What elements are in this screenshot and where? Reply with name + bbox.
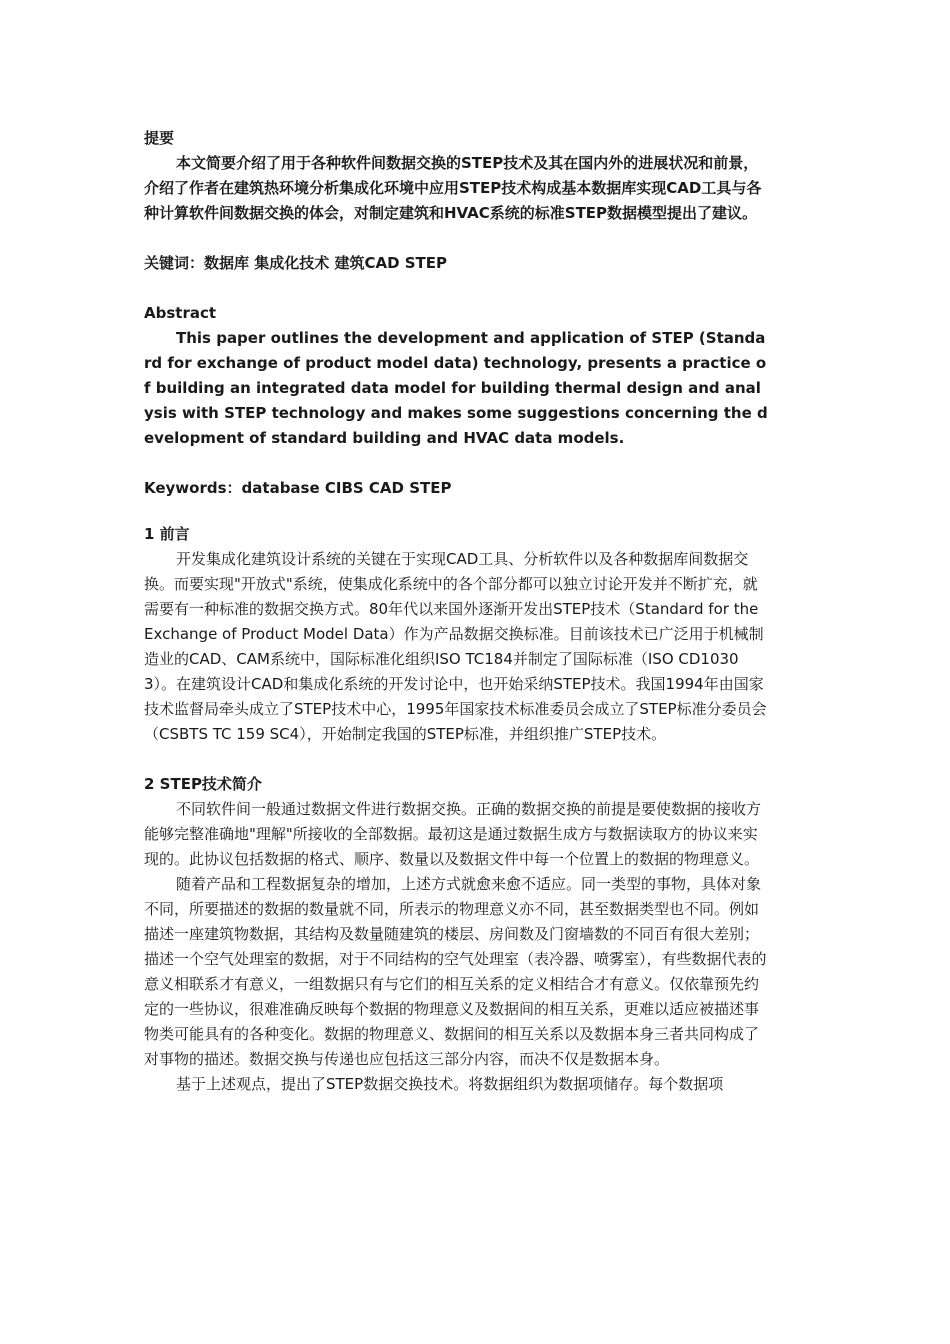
document-page [144,126,770,1097]
abstract-en-heading: Abstract [144,304,217,322]
section-1-paragraph: 开发集成化建筑设计系统的关键在于实现CAD工具、分析软件以及各种数据库间数据交换。而要实现"开放式"系统，使集成化系统中的各个部分都可以独立讨论开发并不断扩充，就需要有一种标准的数据交换方式。80年代以来国外逐渐开发出STEP技术（Standard for the Exchange of Product Model Data）作为产品数据交换标准。目前该技术已广泛用于机械制造业的CAD、CAM系统中，国际标准化组织ISO TC184并制定了国际标准（ISO CD10303）。在建筑设计CAD和集成化系统的开发讨论中，也开始采纳STEP技术。我国1994年由国家技术监督局牵头成立了STEP技术中心，1995年国家技术标准委员会成立了STEP标准分委员会（CSBTS TC 159 SC4），开始制定我国的STEP标准，并组织推广STEP技术。 [144,550,767,743]
keywords-cn: 关键词：数据库 集成化技术 建筑CAD STEP [144,254,448,272]
section-2-paragraph-1: 不同软件间一般通过数据文件进行数据交换。正确的数据交换的前提是要使数据的接收方能够完整准确地"理解"所接收的全部数据。最初这是通过数据生成方与数据读取方的协议来实现的。此协议包括数据的格式、顺序、数量以及数据文件中每一个位置上的数据的物理意义。 [144,800,762,868]
section-2-heading: 2 STEP技术简介 [144,775,262,793]
section-2-paragraph-2: 随着产品和工程数据复杂的增加，上述方式就愈来愈不适应。同一类型的事物，具体对象不同，所要描述的数据的数量就不同，所表示的物理意义亦不同，甚至数据类型也不同。例如描述一座建筑物数据，其结构及数量随建筑的楼层、房间数及门窗墙数的不同百有很大差别；描述一个空气处理室的数据，对于不同结构的空气处理室（表冷器、喷雾室），有些数据代表的意义相联系才有意义，一组数据只有与它们的相互关系的定义相结合才有意义。仅依靠预先约定的一些协议，很难准确反映每个数据的物理意义及数据间的相互关系，更难以适应被描述事物类可能具有的各种变化。数据的物理意义、数据间的相互关系以及数据本身三者共同构成了对事物的描述。数据交换与传递也应包括这三部分内容，而决不仅是数据本身。 [144,875,767,1068]
section-1-heading: 1 前言 [144,525,190,543]
section-2-paragraph-3: 基于上述观点，提出了STEP数据交换技术。将数据组织为数据项储存。每个数据项 [176,1075,724,1093]
abstract-cn-body: 本文简要介绍了用于各种软件间数据交换的STEP技术及其在国内外的进展状况和前景，介绍了作者在建筑热环境分析集成化环境中应用STEP技术构成基本数据库实现CAD工具与各种计算软件间数据交换的体会，对制定建筑和HVAC系统的标准STEP数据模型提出了建议。 [144,154,762,222]
abstract-en-body: This paper outlines the development and application of STEP (Standard for exchange of product model data) technology, presents a practice of building an integrated data model for building thermal design and analysis with STEP technology and makes some suggestions concerning the development of standard building and HVAC data models. [144,329,768,447]
keywords-en: Keywords：database CIBS CAD STEP [144,479,452,497]
abstract-cn-heading: 提要 [144,129,175,147]
